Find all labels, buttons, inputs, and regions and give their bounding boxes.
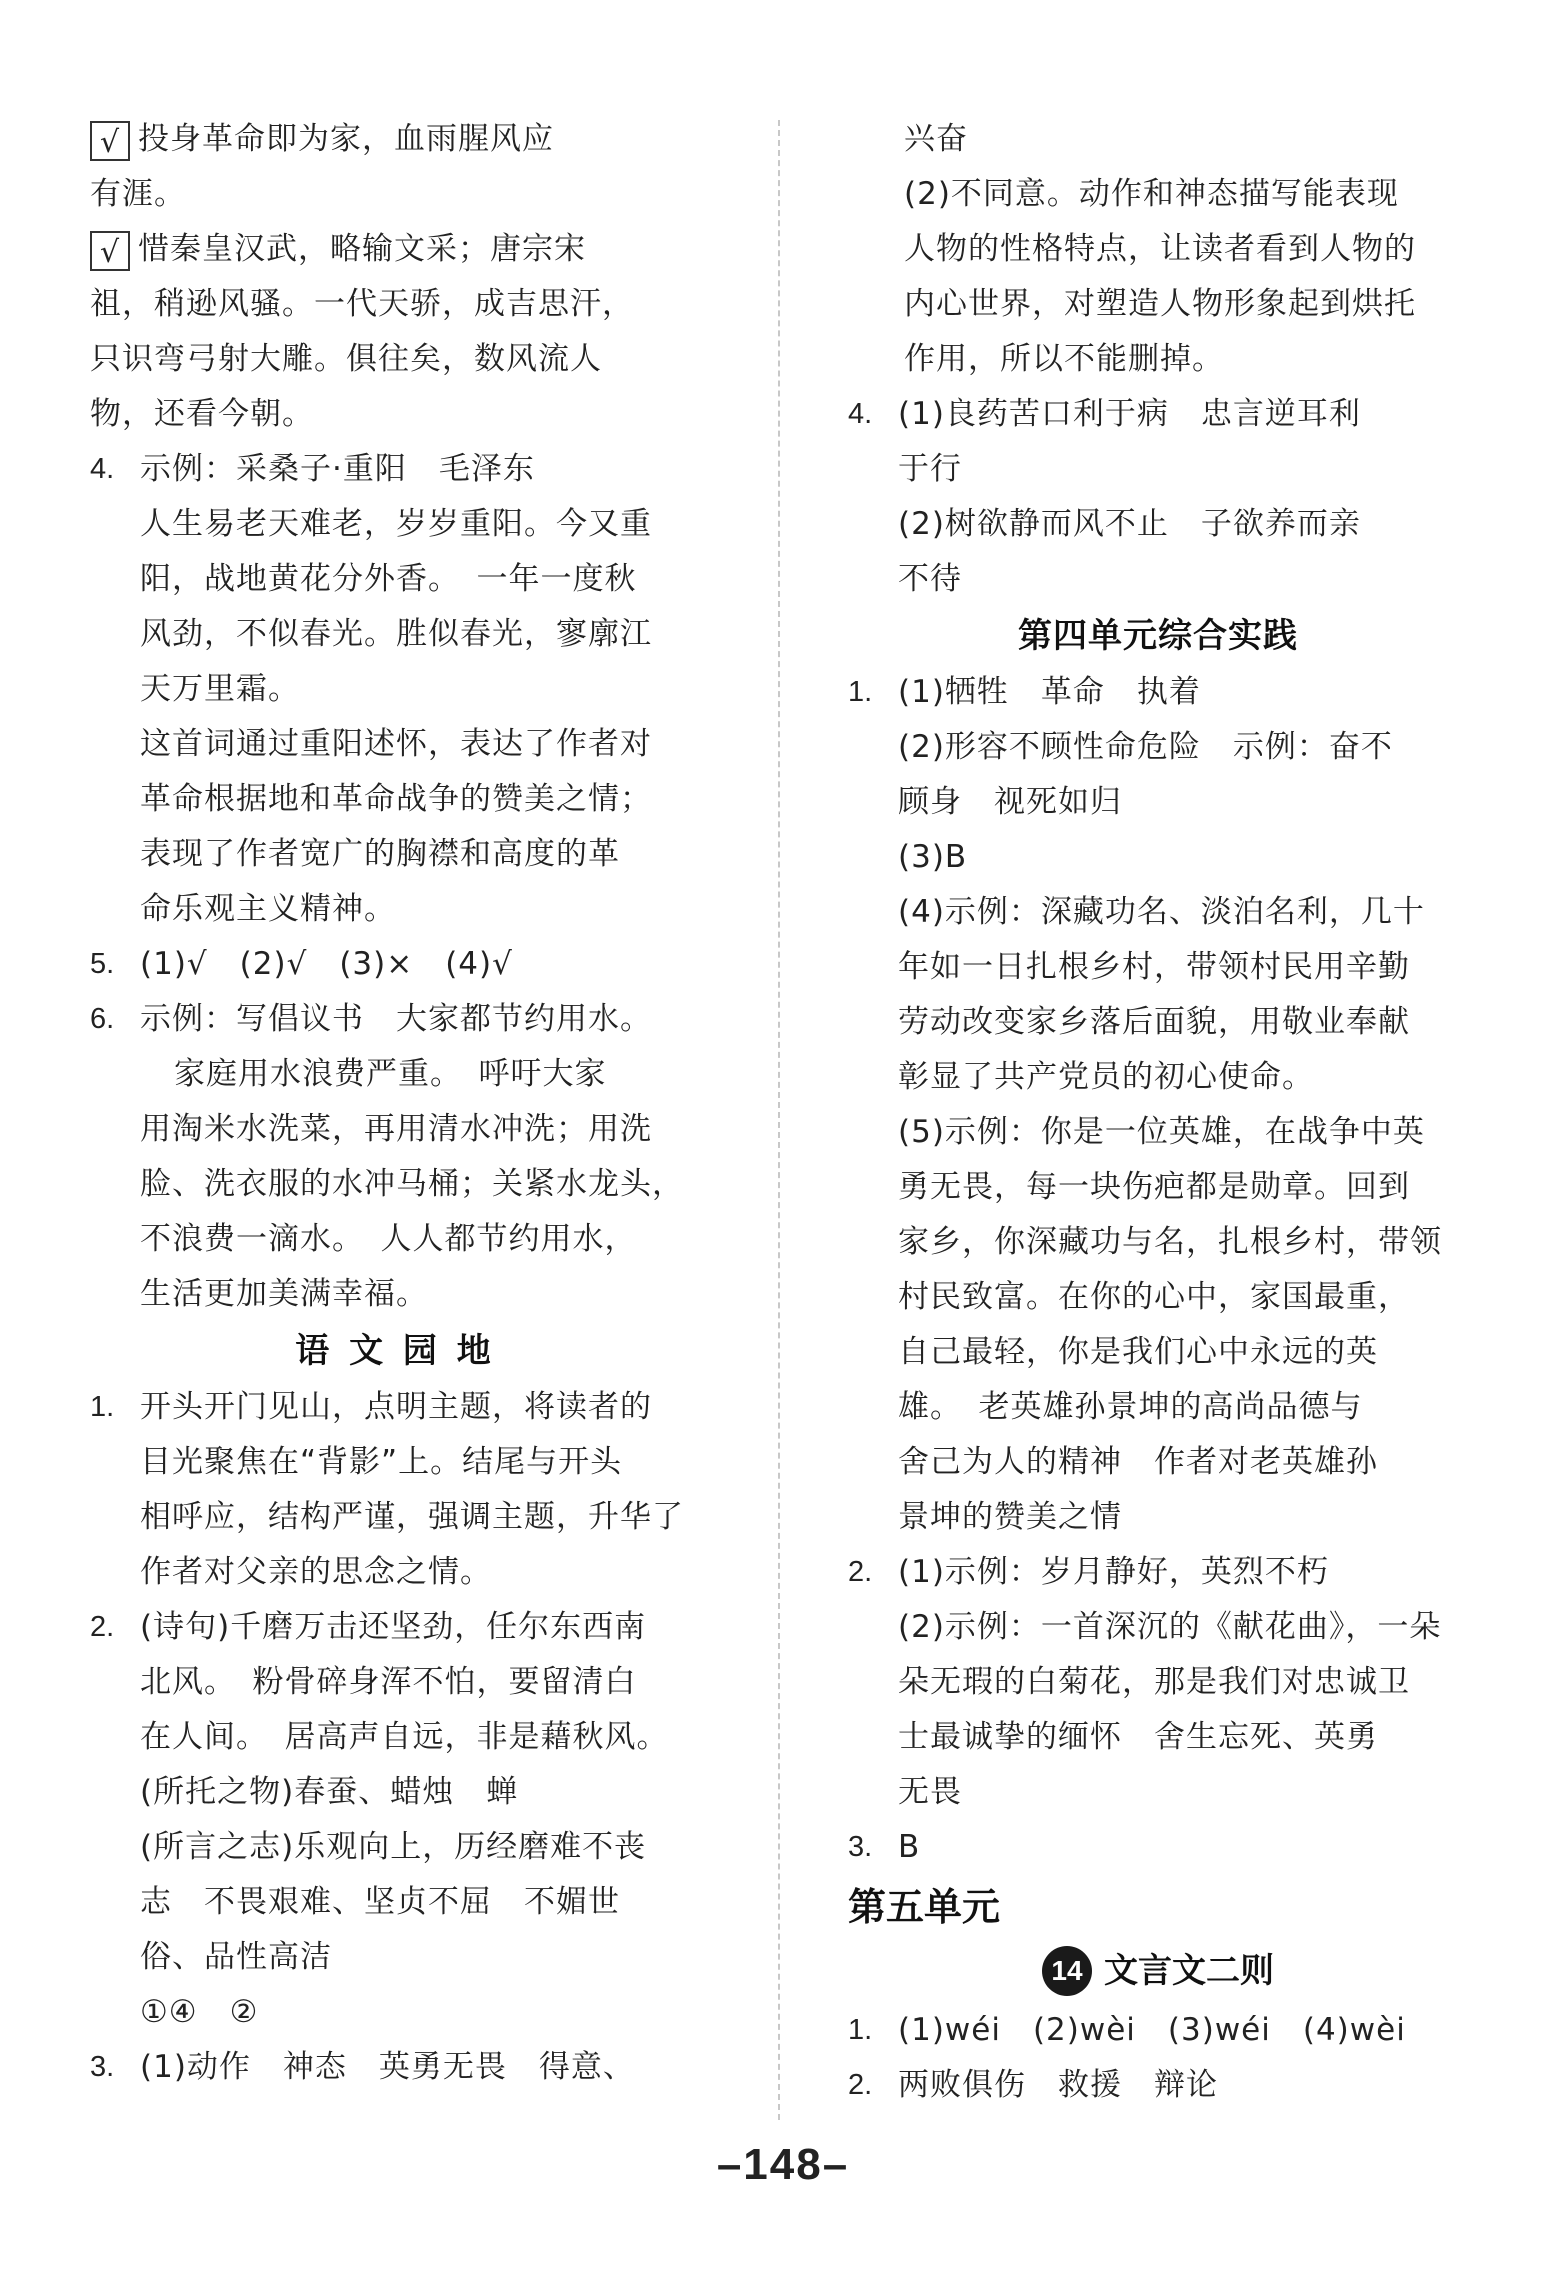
answer-line: (2)示例：一首深沉的《献花曲》，一朵	[898, 1609, 1442, 1645]
left-column	[90, 112, 700, 2095]
answer-line: 兴奋	[904, 121, 968, 157]
answer-line: B	[898, 1829, 921, 1865]
garden-question-3	[90, 2040, 700, 2095]
answer-line: 作用，所以不能删掉。	[904, 341, 1224, 377]
answer-line: 年如一日扎根乡村，带领村民用辛勤	[898, 949, 1410, 985]
question-number: 6.	[90, 1003, 115, 1035]
answer-line: 命乐观主义精神。	[140, 891, 396, 927]
answer-line: 开头开门见山，点明主题，将读者的	[140, 1389, 652, 1425]
question-5	[90, 937, 700, 992]
answer-line: (所托之物)春蚕、蜡烛 蝉	[140, 1774, 519, 1810]
answer-line: (所言之志)乐观向上，历经磨难不丧	[140, 1829, 647, 1865]
answer-line: 不待	[898, 561, 962, 597]
checkbox-icon: √	[90, 121, 130, 161]
answer-line: 于行	[898, 451, 962, 487]
answer-line: 人物的性格特点，让读者看到人物的	[904, 231, 1416, 267]
lesson-question-2	[848, 2058, 1468, 2113]
answer-line: 朵无瑕的白菊花，那是我们对忠诚卫	[898, 1664, 1410, 1700]
question-number: 1.	[848, 2014, 873, 2046]
answer-line: 自己最轻，你是我们心中永远的英	[898, 1334, 1378, 1370]
question-number: 1.	[90, 1391, 115, 1423]
check-line: √ 投身革命即为家，血雨腥风应	[90, 112, 700, 167]
answer-line: (2)形容不顾性命危险 示例：奋不	[898, 729, 1393, 765]
question-4-right	[848, 387, 1468, 607]
checkbox-icon: √	[90, 231, 130, 271]
garden-question-2	[90, 1600, 700, 2040]
answer-line: (1)牺牲 革命 执着	[898, 674, 1201, 710]
answer-line: (4)示例：深藏功名、淡泊名利，几十	[898, 894, 1425, 930]
answer-line: 俗、品性高洁	[140, 1939, 332, 1975]
question-number: 2.	[90, 1611, 115, 1643]
question-4	[90, 442, 700, 937]
answer-line: (2)不同意。动作和神态描写能表现	[904, 176, 1399, 212]
column-divider	[778, 120, 780, 2120]
page-number: –148–	[716, 2140, 850, 2189]
answer-line: (1)动作 神态 英勇无畏 得意、	[140, 2049, 635, 2085]
answer-line: 景坤的赞美之情	[898, 1499, 1122, 1535]
question-6	[90, 992, 700, 1322]
question-number: 4.	[90, 453, 115, 485]
answer-line: 用淘米水洗菜，再用清水冲洗；用洗	[140, 1111, 652, 1147]
answer-line: 舍己为人的精神 作者对老英雄孙	[898, 1444, 1378, 1480]
answer-line: 村民致富。在你的心中，家国最重，	[898, 1279, 1410, 1315]
answer-line: ①④ ②	[140, 1994, 259, 2030]
answer-line: 内心世界，对塑造人物形象起到烘托	[904, 286, 1416, 322]
answer-line: 示例：写倡议书 大家都节约用水。	[140, 1001, 652, 1037]
answer-line: 志 不畏艰难、坚贞不屈 不媚世	[140, 1884, 620, 1920]
question-number: 5.	[90, 948, 115, 980]
answer-line: 北风。 粉骨碎身浑不怕，要留清白	[140, 1664, 637, 1700]
garden-question-1	[90, 1380, 700, 1600]
lesson-number-badge: 14	[1042, 1946, 1092, 1996]
answer-line: 阳，战地黄花分外香。 一年一度秋	[140, 561, 637, 597]
answer-line: 顾身 视死如归	[898, 784, 1122, 820]
answer-line: 彰显了共产党员的初心使命。	[898, 1059, 1314, 1095]
lesson-title: 文言文二则	[1104, 1951, 1274, 1991]
answer-line: 有涯。	[90, 176, 186, 212]
question-number: 3.	[90, 2051, 115, 2083]
answer-line: 只识弯弓射大雕。俱往矣，数风流人	[90, 341, 602, 377]
answer-line: 士最诚挚的缅怀 舍生忘死、英勇	[898, 1719, 1378, 1755]
question-number: 1.	[848, 676, 873, 708]
answer-line: 相呼应，结构严谨，强调主题，升华了	[140, 1499, 684, 1535]
answer-line: 家乡，你深藏功与名，扎根乡村，带领	[898, 1224, 1442, 1260]
answer-line: (1)示例：岁月静好，英烈不朽	[898, 1554, 1329, 1590]
answer-line: 风劲，不似春光。胜似春光，寥廓江	[140, 616, 652, 652]
answer-line: 这首词通过重阳述怀，表达了作者对	[140, 726, 652, 762]
answer-line: 雄。 老英雄孙景坤的高尚品德与	[898, 1389, 1363, 1425]
answer-line: 目光聚焦在“背影”上。结尾与开头	[140, 1444, 623, 1480]
lesson-heading	[848, 1939, 1468, 2003]
answer-line: 生活更加美满幸福。	[140, 1276, 428, 1312]
answer-line: 革命根据地和革命战争的赞美之情；	[140, 781, 652, 817]
answer-line: 人生易老天难老，岁岁重阳。今又重	[140, 506, 652, 542]
section-heading: 第四单元综合实践	[1018, 616, 1298, 656]
answer-line: (1)√ (2)√ (3)× (4)√	[140, 946, 513, 982]
right-column	[848, 112, 1468, 2113]
question-number: 3.	[848, 1831, 873, 1863]
answer-line: 家庭用水浪费严重。 呼吁大家	[174, 1056, 607, 1092]
answer-line: (2)树欲静而风不止 子欲养而亲	[898, 506, 1361, 542]
practice-question-1	[848, 665, 1468, 1545]
answer-line: 天万里霜。	[140, 671, 300, 707]
answer-line: 劳动改变家乡落后面貌，用敬业奉献	[898, 1004, 1410, 1040]
answer-line: 物，还看今朝。	[90, 396, 314, 432]
practice-question-3	[848, 1820, 1468, 1875]
unit-title: 第五单元	[848, 1885, 1001, 1929]
answer-line: (3)B	[898, 839, 968, 875]
answer-line: 无畏	[898, 1774, 962, 1810]
answer-line: (诗句)千磨万击还坚劲，任尔东西南	[140, 1609, 647, 1645]
answer-line: 在人间。 居高声自远，非是藉秋风。	[140, 1719, 669, 1755]
answer-line: 祖，稍逊风骚。一代天骄，成吉思汗，	[90, 286, 634, 322]
answer-line: 表现了作者宽广的胸襟和高度的革	[140, 836, 620, 872]
lesson-question-1	[848, 2003, 1468, 2058]
answer-line: 不浪费一滴水。 人人都节约用水，	[140, 1221, 637, 1257]
question-number: 2.	[848, 2069, 873, 2101]
answer-line: 两败俱伤 救援 辩论	[898, 2067, 1218, 2103]
section-heading: 语 文 园 地	[295, 1331, 495, 1371]
question-number: 4.	[848, 398, 873, 430]
answer-line: 示例：采桑子·重阳 毛泽东	[140, 451, 535, 487]
answer-line: (1)良药苦口利于病 忠言逆耳利	[898, 396, 1361, 432]
check-line: √ 惜秦皇汉武，略输文采；唐宗宋	[90, 222, 700, 277]
answer-line: 勇无畏，每一块伤疤都是勋章。回到	[898, 1169, 1410, 1205]
answer-line: (1)wéi (2)wèi (3)wéi (4)wèi	[898, 2012, 1406, 2048]
answer-line: 脸、洗衣服的水冲马桶；关紧水龙头，	[140, 1166, 684, 1202]
question-number: 2.	[848, 1556, 873, 1588]
answer-line: (5)示例：你是一位英雄，在战争中英	[898, 1114, 1425, 1150]
answer-line: 作者对父亲的思念之情。	[140, 1554, 492, 1590]
practice-question-2	[848, 1545, 1468, 1820]
